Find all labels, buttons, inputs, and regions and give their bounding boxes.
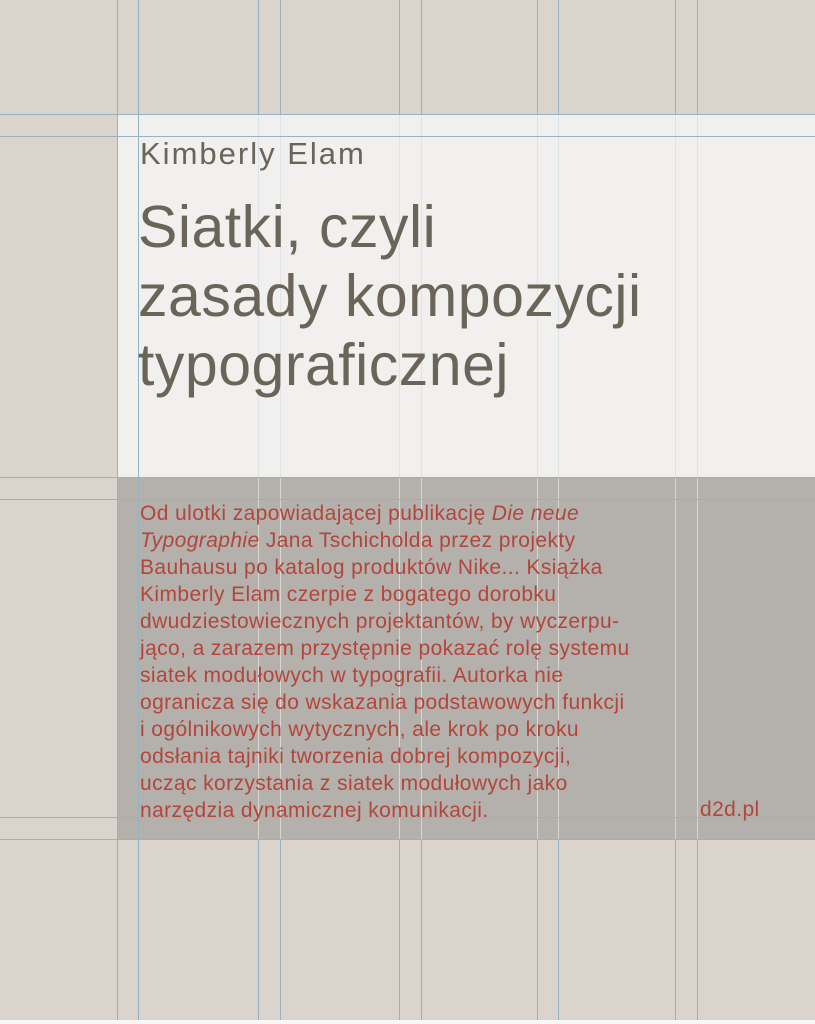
grid-hline: [0, 114, 815, 115]
book-title-line: typograficznej: [138, 332, 510, 398]
blurb-line: narzędzia dynamicznej komunikacji.: [140, 799, 489, 822]
blurb-line: odsłania tajniki tworzenia dobrej kompozycji,: [140, 745, 572, 768]
grid-vline: [697, 0, 698, 1024]
grid-vline: [675, 0, 676, 1024]
blurb-text: [140, 500, 630, 824]
blurb-line: Typographie Jana Tschicholda przez projekty: [140, 529, 576, 552]
book-title-line: Siatki, czyli: [138, 194, 437, 260]
blurb-line: ucząc korzystania z siatek modułowych jako: [140, 772, 568, 795]
bottom-edge-strip: [0, 1020, 815, 1024]
blurb-line: dwudziestowiecznych projektantów, by wyczerpu-: [140, 610, 620, 633]
grid-hline: [0, 839, 815, 840]
blurb-line: i ogólnikowych wytycznych, ale krok po kroku: [140, 718, 579, 741]
book-title-line: zasady kompozycji: [138, 263, 642, 329]
grid-hline: [0, 136, 815, 137]
blurb-line: siatek modułowych w typografii. Autorka nie: [140, 664, 564, 687]
blurb-line: jąco, a zarazem przystępnie pokazać rolę systemu: [140, 637, 630, 660]
grid-vline: [138, 0, 139, 1024]
blurb-line: Od ulotki zapowiadającej publikację Die neue: [140, 502, 580, 525]
author-name: Kimberly Elam: [140, 136, 366, 171]
blurb-line: ogranicza się do wskazania podstawowych funkcji: [140, 691, 625, 714]
blurb-line: Bauhausu po katalog produktów Nike... Książka: [140, 556, 603, 579]
book-title: [138, 193, 642, 400]
blurb-line: Kimberly Elam czerpie z bogatego dorobku: [140, 583, 557, 606]
grid-vline: [117, 0, 118, 1024]
publisher-logo: d2d.pl: [700, 798, 760, 821]
grid-hline: [0, 477, 815, 478]
